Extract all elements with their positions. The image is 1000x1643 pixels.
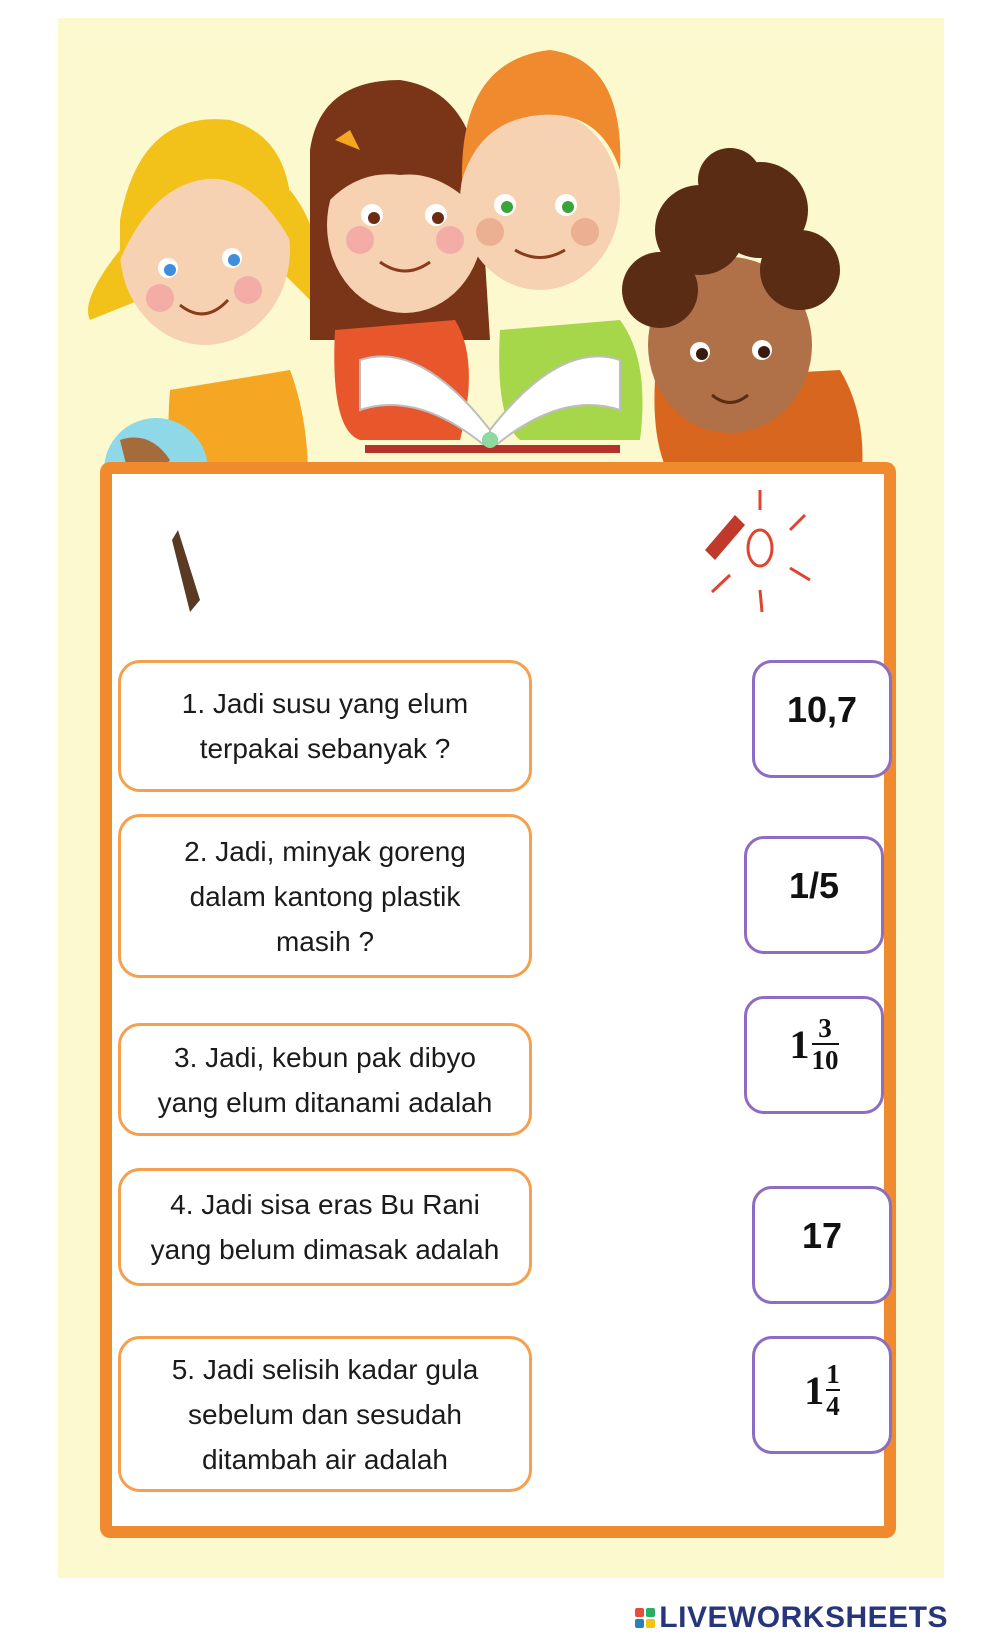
question-4-line-2: yang belum dimasak adalah [150, 1234, 500, 1265]
answer-2-text: 1/5 [788, 865, 840, 906]
question-2-box[interactable] [118, 814, 532, 978]
kid-curly [622, 148, 863, 500]
answer-5-fraction [826, 1359, 840, 1421]
question-3-box[interactable] [118, 1023, 532, 1136]
answer-1-text: 10,7 [786, 689, 858, 730]
answer-5-numerator: 1 [826, 1359, 840, 1389]
answer-3-mixed-number [790, 1013, 839, 1075]
question-2-line-2: dalam kantong plastik [189, 880, 461, 912]
question-2-line-1: 2. Jadi, minyak goreng [184, 835, 466, 867]
question-5-line-3: ditambah air adalah [202, 1443, 448, 1475]
question-1-line-2: terpakai sebanyak ? [199, 733, 451, 764]
question-2-line-3: masih ? [275, 925, 375, 957]
answer-5-box[interactable] [752, 1336, 892, 1454]
answer-3-box[interactable] [744, 996, 884, 1114]
answer-2-box[interactable] [744, 836, 884, 954]
answer-1-box[interactable] [752, 660, 892, 778]
answer-3-numerator: 3 [818, 1013, 832, 1043]
question-5-line-1: 5. Jadi selisih kadar gula [171, 1353, 479, 1385]
liveworksheets-watermark [635, 1601, 948, 1635]
liveworksheets-logo-icon [635, 1608, 655, 1628]
question-5-line-2: sebelum dan sesudah [188, 1398, 462, 1430]
question-3-line-2: yang elum ditanami adalah [157, 1086, 493, 1118]
question-4-line-1: 4. Jadi sisa eras Bu Rani [170, 1189, 480, 1220]
answer-4-text: 17 [801, 1215, 843, 1256]
answer-5-whole: 1 [804, 1367, 825, 1413]
answer-5-denominator: 4 [826, 1391, 840, 1421]
answer-3-whole: 1 [789, 1021, 810, 1067]
answer-3-denominator: 10 [811, 1045, 839, 1075]
answer-4-box[interactable] [752, 1186, 892, 1304]
answer-5-mixed-number [804, 1359, 840, 1421]
question-3-line-1: 3. Jadi, kebun pak dibyo [174, 1041, 476, 1073]
question-1-line-1: 1. Jadi susu yang elum [181, 688, 469, 719]
answer-3-fraction [812, 1013, 839, 1075]
question-5-box[interactable] [118, 1336, 532, 1492]
question-4-box[interactable] [118, 1168, 532, 1286]
watermark-text: LIVEWORKSHEETS [659, 1601, 948, 1634]
question-1-box[interactable] [118, 660, 532, 792]
